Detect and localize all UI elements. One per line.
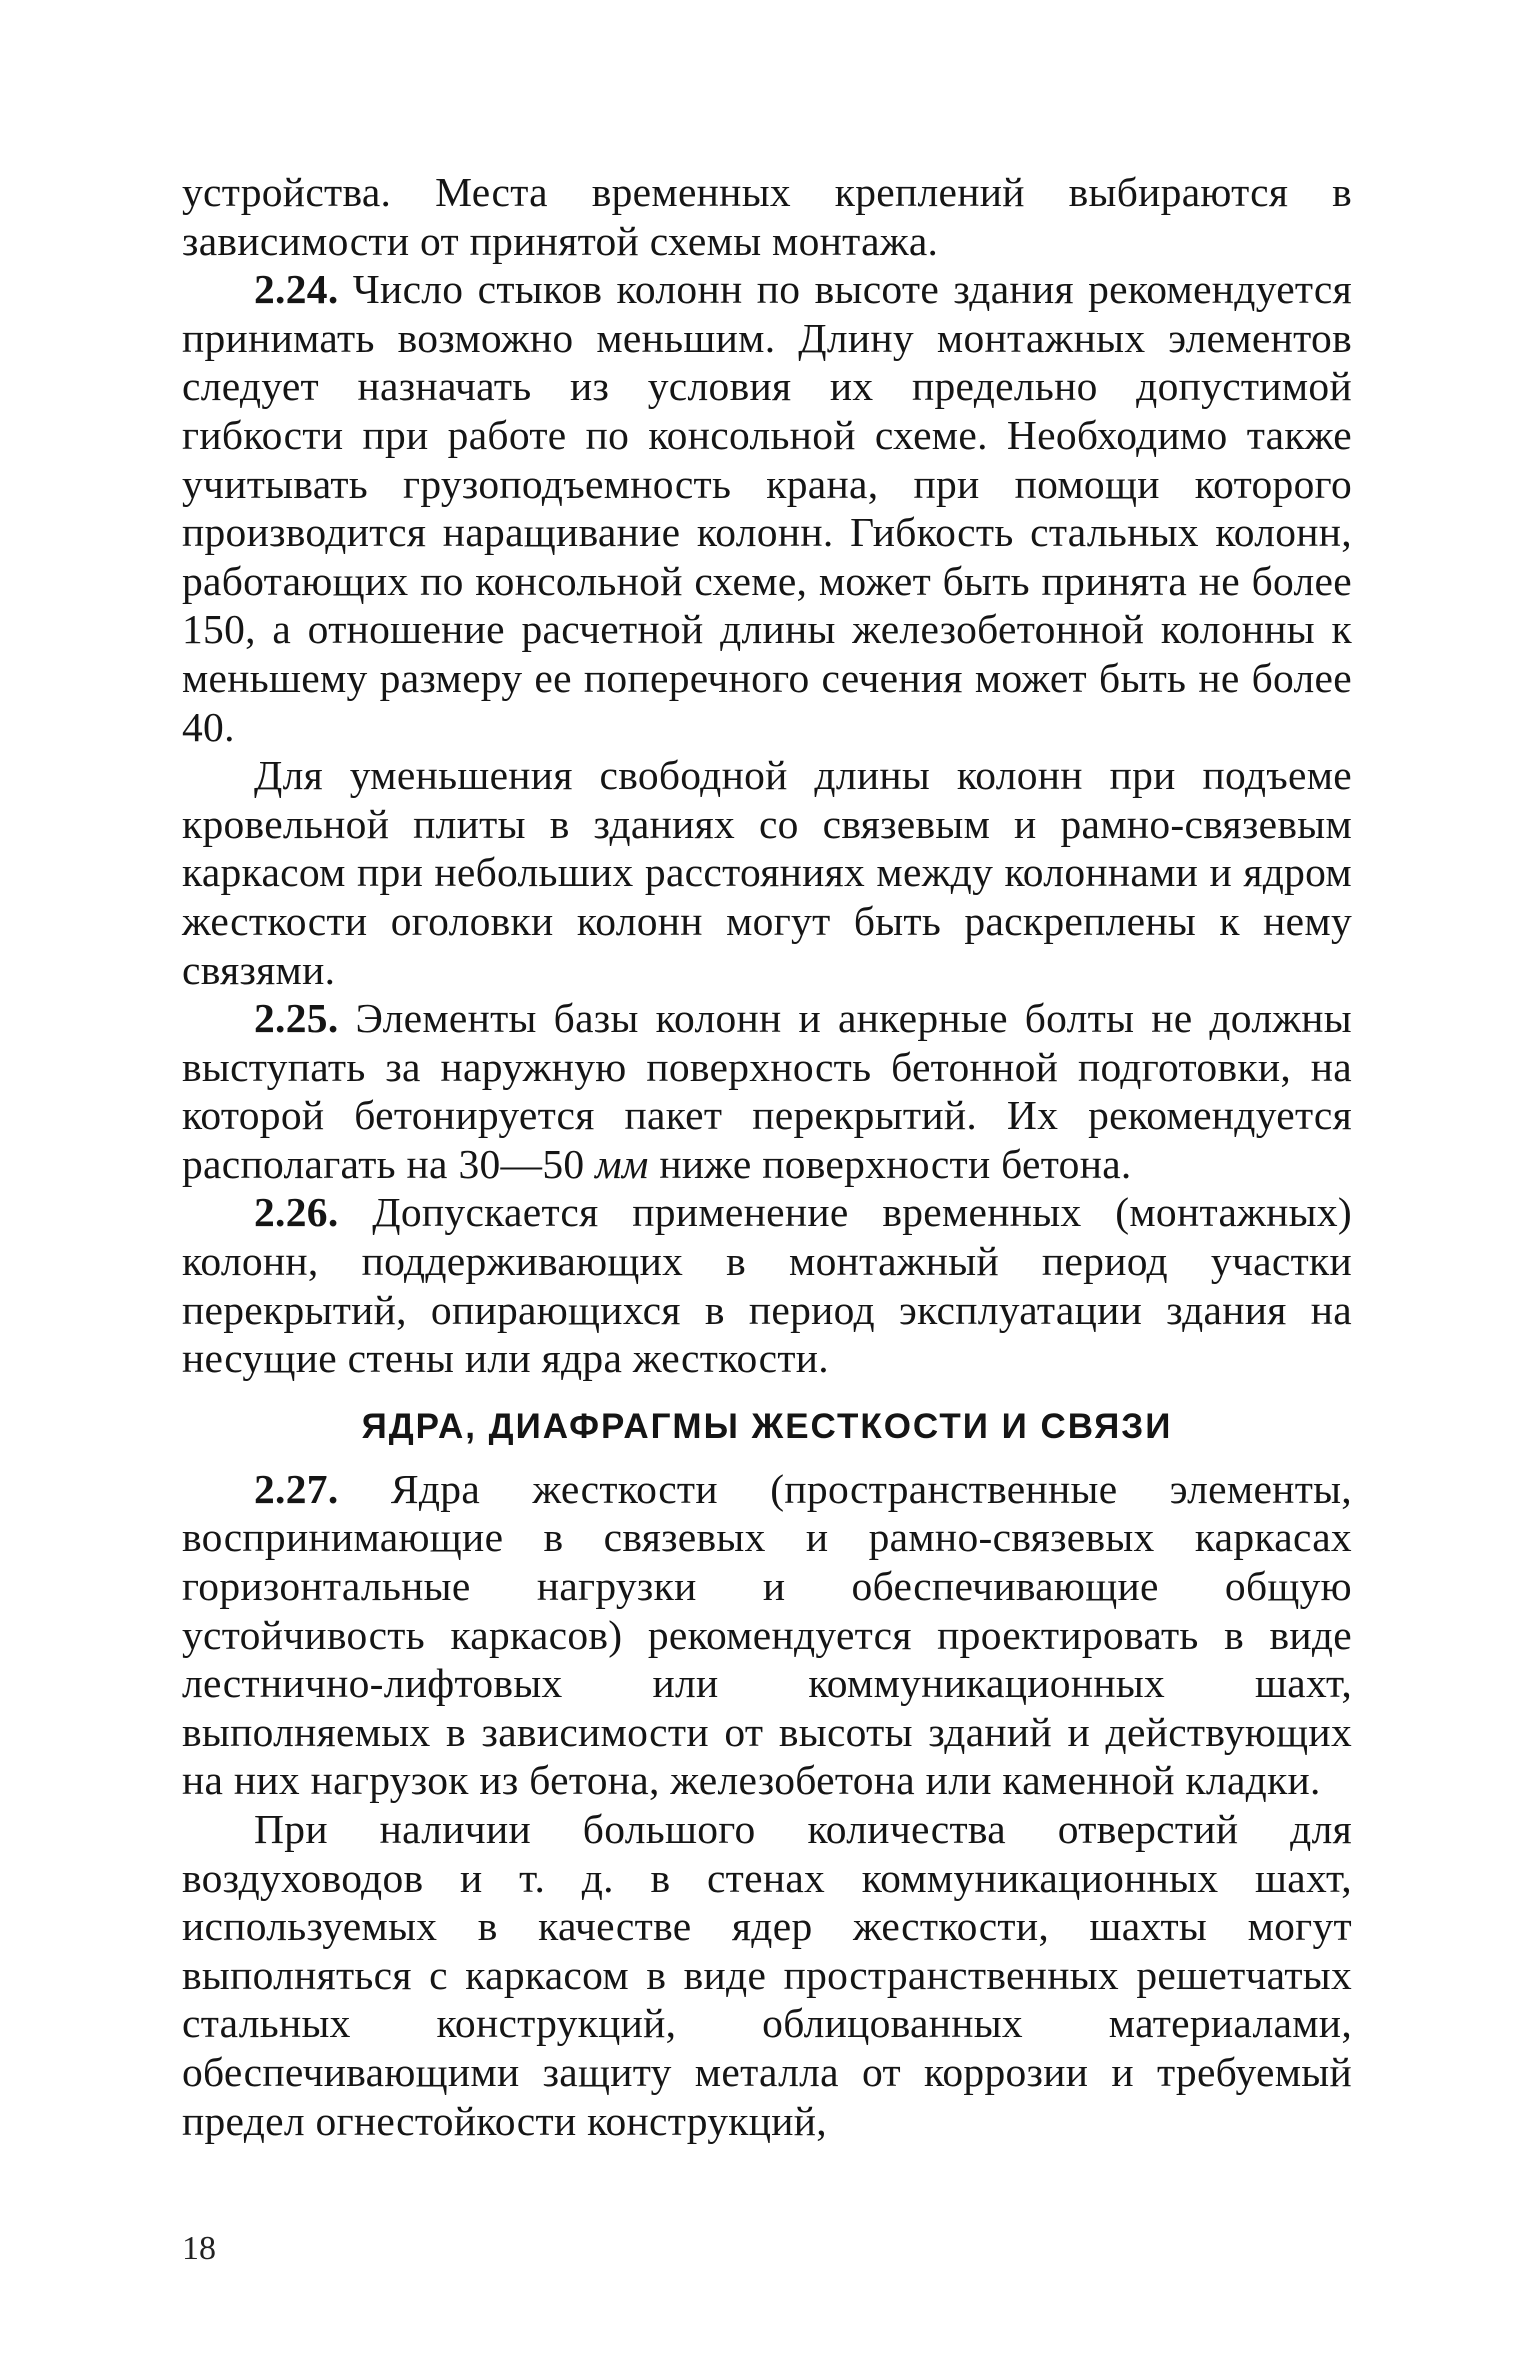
paragraph-2-24-continued: Для уменьшения свободной длины колонн при подъеме кровельной плиты в зданиях со связевым и рамно-связевым каркасом при небольших расстояниях между колоннами и ядром жесткости оголовки колонн могут быть раскреплены к нему связями. xyxy=(182,752,1352,993)
unit-label: мм xyxy=(595,1140,649,1187)
paragraph-number: 2.25. xyxy=(254,995,339,1042)
paragraph-text: Ядра жесткости (пространственные элементы, воспринимающие в связевых и рамно-связевых каркасах горизонтальные нагрузки и обеспечивающие общую устойчивость каркасов) рекомендуется проектировать в виде лестнично-лифтовых или коммуникационных шахт, выполняемых в зависимости от высоты зданий и действующих на них нагрузок из бетона, железобетона или каменной кладки. xyxy=(182,1465,1352,1804)
paragraph-2-26 xyxy=(182,1188,1352,1382)
page-number: 18 xyxy=(182,2230,216,2267)
paragraph-text: Элементы базы колонн и анкерные болты не должны выступать за наружную поверхность бетонной подготовки, на которой бетонируется пакет перекрытий. Их рекомендуется располагать на 30—50 xyxy=(182,995,1352,1187)
paragraph-2-27-continued: При наличии большого количества отверстий для воздуховодов и т. д. в стенах коммуникационных шахт, используемых в качестве ядер жесткости, шахты могут выполняться с каркасом в виде пространственных решетчатых стальных конструкций, облицованных материалами, обеспечивающими защиту металла от коррозии и требуемый предел огнестойкости конструкций, xyxy=(182,1806,1352,2144)
section-heading: ЯДРА, ДИАФРАГМЫ ЖЕСТКОСТИ И СВЯЗИ xyxy=(361,1406,1173,1446)
paragraph-2-25 xyxy=(182,994,1352,1188)
paragraph-text: Число стыков колонн по высоте здания рекомендуется принимать возможно меньшим. Длину монтажных элементов следует назначать из условия их предельно допустимой гибкости при работе по консольной схеме. Необходимо также учитывать грузоподъемность крана, при помощи которого производится наращивание колонн. Гибкость стальных колонн, работающих по консольной схеме, может быть принята не более 150, а отношение расчетной длины железобетонной колонны к меньшему размеру ее поперечного сечения может быть не более 40. xyxy=(182,266,1352,750)
paragraph-number: 2.24. xyxy=(254,266,339,313)
paragraph-text: ниже поверхности бетона. xyxy=(648,1140,1132,1187)
paragraph-2-27 xyxy=(182,1465,1352,1805)
paragraph-text: Допускается применение временных (монтажных) колонн, поддерживающих в монтажный период участки перекрытий, опирающихся в период эксплуатации здания на несущие стены или ядра жесткости. xyxy=(182,1189,1352,1382)
page-body xyxy=(182,168,1352,2145)
paragraph-number: 2.27. xyxy=(254,1465,339,1512)
paragraph-2-24 xyxy=(182,265,1352,751)
paragraph-intro: устройства. Места временных креплений выбираются в зависимости от принятой схемы монтажа. xyxy=(182,169,1352,264)
paragraph-number: 2.26. xyxy=(254,1189,339,1236)
